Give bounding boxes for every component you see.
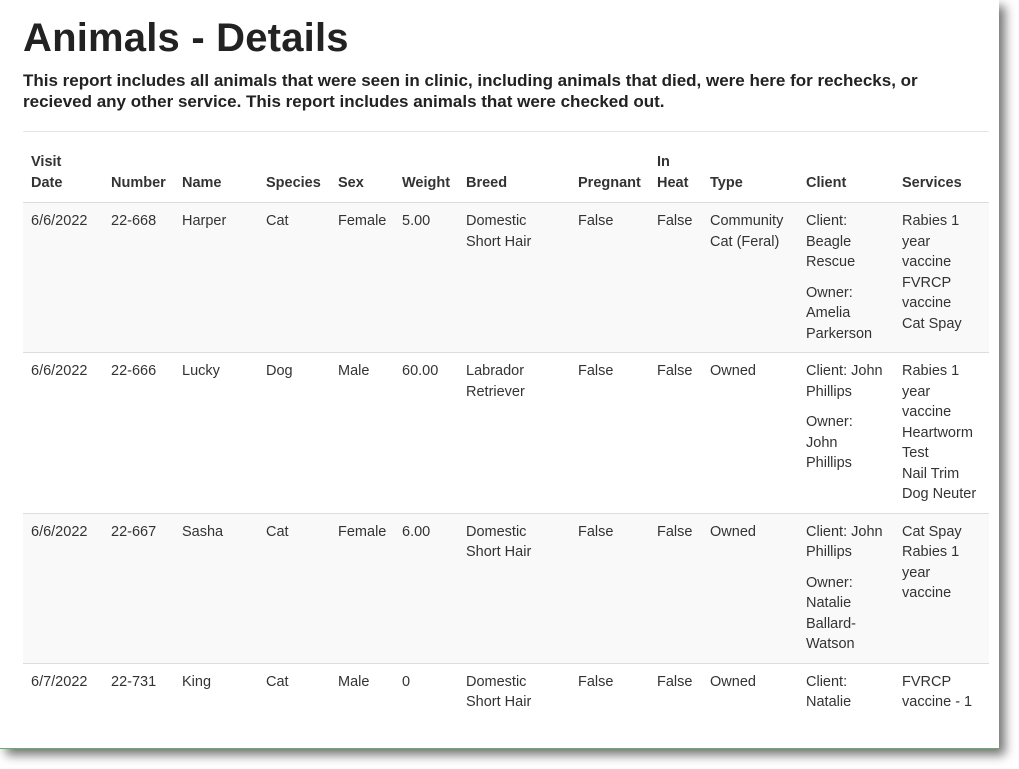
page-title: Animals - Details (23, 16, 349, 60)
client-name: Client: Natalie (806, 673, 852, 710)
cell-sex: Male (330, 663, 394, 721)
animals-table (23, 144, 989, 721)
cell-type: Owned (702, 353, 798, 514)
table-row (23, 203, 989, 353)
cell-in-heat: False (649, 663, 702, 721)
cell-species: Cat (258, 663, 330, 721)
table-row (23, 353, 989, 514)
cell-services (894, 513, 989, 663)
report-description: This report includes all animals that were seen in clinic, including animals that died, were here for rechecks, or recieved any other service. This report includes animals that were checked out. (23, 71, 918, 111)
column-header-pregnant[interactable]: Pregnant (570, 144, 649, 203)
cell-species: Cat (258, 513, 330, 663)
cell-breed: Domestic Short Hair (458, 203, 570, 353)
table-row (23, 663, 989, 721)
service-item: Rabies 1 year vaccine (902, 363, 960, 420)
cell-pregnant: False (570, 203, 649, 353)
owner-name: Owner: John Phillips (806, 414, 853, 471)
cell-visit-date: 6/7/2022 (23, 663, 103, 721)
cell-sex: Female (330, 203, 394, 353)
service-item: Rabies 1 year vaccine (902, 544, 960, 601)
cell-pregnant: False (570, 663, 649, 721)
cell-visit-date: 6/6/2022 (23, 513, 103, 663)
cell-weight: 0 (394, 663, 458, 721)
column-header-visit-date[interactable]: Visit Date (23, 144, 103, 203)
owner-name: Owner: Natalie Ballard-Watson (806, 574, 856, 652)
service-item: Cat Spay (902, 315, 962, 332)
cell-pregnant: False (570, 513, 649, 663)
service-item: Rabies 1 year vaccine (902, 213, 960, 270)
column-header-weight[interactable]: Weight (394, 144, 458, 203)
cell-pregnant: False (570, 353, 649, 514)
cell-breed: Domestic Short Hair (458, 513, 570, 663)
cell-in-heat: False (649, 353, 702, 514)
column-header-in-heat[interactable]: In Heat (649, 144, 702, 203)
cell-number: 22-667 (103, 513, 174, 663)
column-header-name[interactable]: Name (174, 144, 258, 203)
table-row (23, 513, 989, 663)
cell-client (798, 513, 894, 663)
column-header-sex[interactable]: Sex (330, 144, 394, 203)
divider (23, 131, 989, 132)
cell-client (798, 203, 894, 353)
column-header-number[interactable]: Number (103, 144, 174, 203)
cell-species: Cat (258, 203, 330, 353)
cell-weight: 6.00 (394, 513, 458, 663)
service-item: Dog Neuter (902, 486, 977, 502)
cell-visit-date: 6/6/2022 (23, 203, 103, 353)
service-item: FVRCP vaccine (902, 274, 952, 311)
client-name: Client: John Phillips (806, 363, 883, 400)
cell-breed: Labrador Retriever (458, 353, 570, 514)
cell-name: Sasha (174, 513, 258, 663)
cell-visit-date: 6/6/2022 (23, 353, 103, 514)
cell-weight: 60.00 (394, 353, 458, 514)
cell-name: King (174, 663, 258, 721)
service-item: Cat Spay (902, 523, 962, 540)
service-item: Nail Trim (902, 465, 960, 482)
cell-breed: Domestic Short Hair (458, 663, 570, 721)
cell-sex: Female (330, 513, 394, 663)
client-name: Client: Beagle Rescue (806, 213, 856, 270)
cell-services (894, 663, 989, 721)
column-header-services[interactable]: Services (894, 144, 989, 203)
cell-type: Owned (702, 663, 798, 721)
cell-in-heat: False (649, 513, 702, 663)
cell-type: Owned (702, 513, 798, 663)
cell-number: 22-668 (103, 203, 174, 353)
cell-number: 22-731 (103, 663, 174, 721)
service-item: Heartworm Test (902, 424, 973, 461)
cell-client (798, 353, 894, 514)
service-item: FVRCP vaccine - 1 (902, 673, 973, 710)
cell-services (894, 203, 989, 353)
cell-type: Community Cat (Feral) (702, 203, 798, 353)
table-header-row (23, 144, 989, 203)
client-name: Client: John Phillips (806, 523, 883, 560)
cell-name: Harper (174, 203, 258, 353)
column-header-species[interactable]: Species (258, 144, 330, 203)
column-header-breed[interactable]: Breed (458, 144, 570, 203)
owner-name: Owner: Amelia Parkerson (806, 284, 873, 342)
column-header-client[interactable]: Client (798, 144, 894, 203)
cell-name: Lucky (174, 353, 258, 514)
cell-species: Dog (258, 353, 330, 514)
cell-in-heat: False (649, 203, 702, 353)
cell-weight: 5.00 (394, 203, 458, 353)
column-header-type[interactable]: Type (702, 144, 798, 203)
bottom-edge-line (0, 748, 999, 749)
cell-number: 22-666 (103, 353, 174, 514)
cell-sex: Male (330, 353, 394, 514)
cell-services (894, 353, 989, 514)
cell-client (798, 663, 894, 721)
